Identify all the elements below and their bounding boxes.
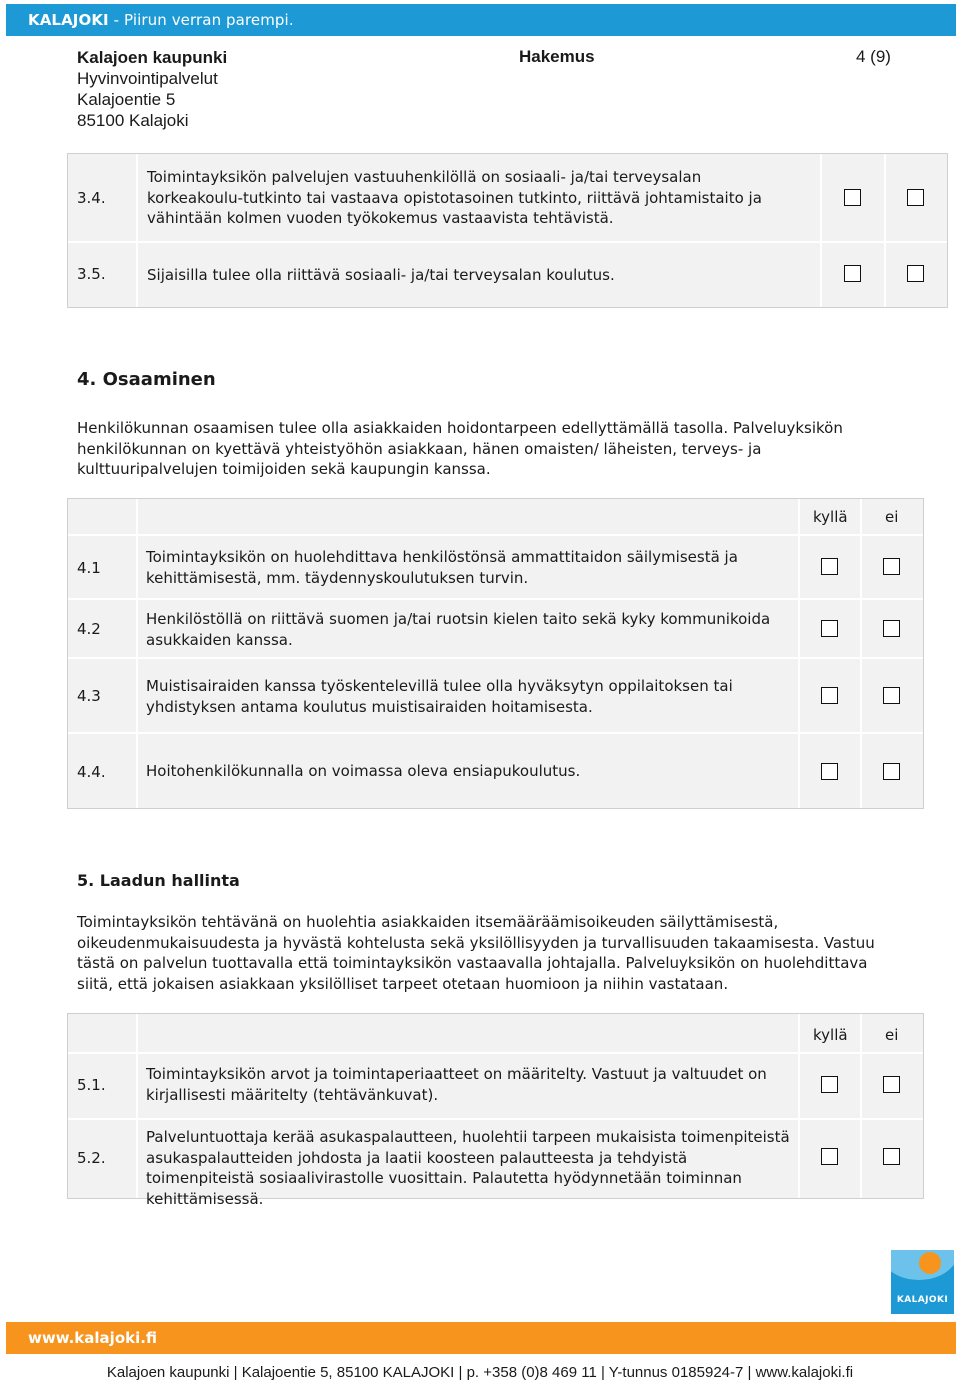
checkbox-no[interactable] (883, 1148, 900, 1165)
checkbox-no[interactable] (907, 265, 924, 282)
checkbox-no[interactable] (883, 687, 900, 704)
criterion-text: Toimintayksikön palvelujen vastuuhenkilöllä on sosiaali- ja/tai terveysalan korkeakoulu-tutkinto tai vastaava opistotasoinen tutkinto, riittävä johtamistaito ja vähintään kolmen vuoden työkokemus vastaavista tehtävistä. (147, 168, 762, 227)
section-title: 4. Osaaminen (77, 369, 216, 390)
street: Kalajoentie 5 (77, 90, 176, 109)
checkbox-yes[interactable] (821, 620, 838, 637)
criterion-text: Toimintayksikön on huolehdittava henkilöstönsä ammattitaidon säilymisestä ja kehittämisestä, mm. täydennyskoulutuksen turvin. (146, 548, 738, 587)
row-number: 5.2. (77, 1149, 106, 1167)
checkbox-yes[interactable] (821, 1148, 838, 1165)
kalajoki-logo (891, 1250, 954, 1314)
row-number: 3.5. (77, 265, 106, 283)
column-header-no: ei (885, 1026, 899, 1044)
page-number: 4 (9) (856, 47, 891, 66)
checkbox-no[interactable] (883, 763, 900, 780)
criterion-text: Henkilöstöllä on riittävä suomen ja/tai ruotsin kielen taito sekä kyky kommunikoida asukkaiden kanssa. (146, 610, 771, 649)
checkbox-yes[interactable] (821, 1076, 838, 1093)
criterion-text: Palveluntuottaja kerää asukaspalautteen, huolehtii tarpeen mukaisista toimenpiteistä asukaspalautteiden johdosta ja laatii koosteen palautteesta ja tehdyistä toimenpiteistä sosiaalivirastolle vuosittain. Palautetta hyödynnetään toiminnan kehittämisessä. (146, 1128, 790, 1208)
row-number: 3.4. (77, 189, 106, 207)
row-number: 4.4. (77, 763, 106, 781)
brand-slogan: - Piirun verran parempi. (108, 11, 294, 29)
logo-sun-shape (919, 1252, 941, 1274)
section-intro: Henkilökunnan osaamisen tulee olla asiakkaiden hoidontarpeen edellyttämällä tasolla. Palveluyksikön henkilökunnan on kyettävä yhteistyöhön asiakkaan, hänen omaisten/ läheisten, terveys- ja kulttuuripalvelujen toimijoiden sekä kaupungin kanssa. (77, 419, 843, 478)
top-banner (6, 4, 956, 36)
section-title: 5. Laadun hallinta (77, 871, 240, 890)
row-number: 4.1 (77, 559, 101, 577)
checkbox-yes[interactable] (821, 558, 838, 575)
checkbox-no[interactable] (883, 620, 900, 637)
row-number: 4.2 (77, 620, 101, 638)
checkbox-no[interactable] (883, 1076, 900, 1093)
criteria-table-5 (67, 1013, 924, 1208)
footer-contact: Kalajoen kaupunki | Kalajoentie 5, 85100 KALAJOKI | p. +358 (0)8 469 11 | Y-tunnus 0185924-7 | www.kalajoki.fi (106, 1364, 854, 1381)
checkbox-no[interactable] (883, 558, 900, 575)
criterion-text: Sijaisilla tulee olla riittävä sosiaali- ja/tai terveysalan koulutus. (147, 266, 615, 284)
logo-text: KALAJOKI (896, 1295, 949, 1305)
criterion-text: Toimintayksikön arvot ja toimintaperiaatteet on määritelty. Vastuut ja valtuudet on kirjallisesti määritelty (tehtävänkuvat). (146, 1065, 767, 1104)
sender-address (77, 47, 227, 131)
org-name: Kalajoen kaupunki (77, 48, 228, 67)
checkbox-yes[interactable] (821, 687, 838, 704)
brand (28, 11, 294, 29)
row-number: 4.3 (77, 687, 101, 705)
website-link[interactable]: www.kalajoki.fi (28, 1329, 158, 1347)
document-title: Hakemus (519, 47, 595, 66)
checkbox-yes[interactable] (821, 763, 838, 780)
column-header-no: ei (885, 508, 899, 526)
criteria-table-3 (67, 153, 948, 308)
criteria-table-4 (67, 498, 924, 809)
section-intro: Toimintayksikön tehtävänä on huolehtia asiakkaiden itsemääräämisoikeuden säilyttämisestä, oikeudenmukaisuudesta ja hyvästä kohtelusta sekä yksilöllisyyden ja turvallisuuden takaamisesta. Vastuu tästä on palvelun tuottavalla että toimintayksikön vastaavalla johtajalla. Palveluyksikön on huolehdittava siitä, että jokaisen asiakkaan yksilölliset tarpeet otetaan huomioon ja niihin vastataan. (77, 913, 875, 993)
checkbox-yes[interactable] (844, 189, 861, 206)
city: 85100 Kalajoki (77, 111, 189, 130)
row-number: 5.1. (77, 1076, 106, 1094)
bottom-banner (6, 1322, 956, 1354)
criterion-text: Hoitohenkilökunnalla on voimassa oleva ensiapukoulutus. (146, 762, 581, 780)
checkbox-no[interactable] (907, 189, 924, 206)
column-header-yes: kyllä (813, 1026, 848, 1044)
dept-name: Hyvinvointipalvelut (77, 69, 218, 88)
column-header-yes: kyllä (813, 508, 848, 526)
criterion-text: Muistisairaiden kanssa työskentelevillä tulee olla hyväksytyn oppilaitoksen tai yhdistyksen antama koulutus muistisairaiden hoitamisesta. (146, 677, 733, 716)
checkbox-yes[interactable] (844, 265, 861, 282)
brand-name: KALAJOKI (28, 11, 109, 29)
